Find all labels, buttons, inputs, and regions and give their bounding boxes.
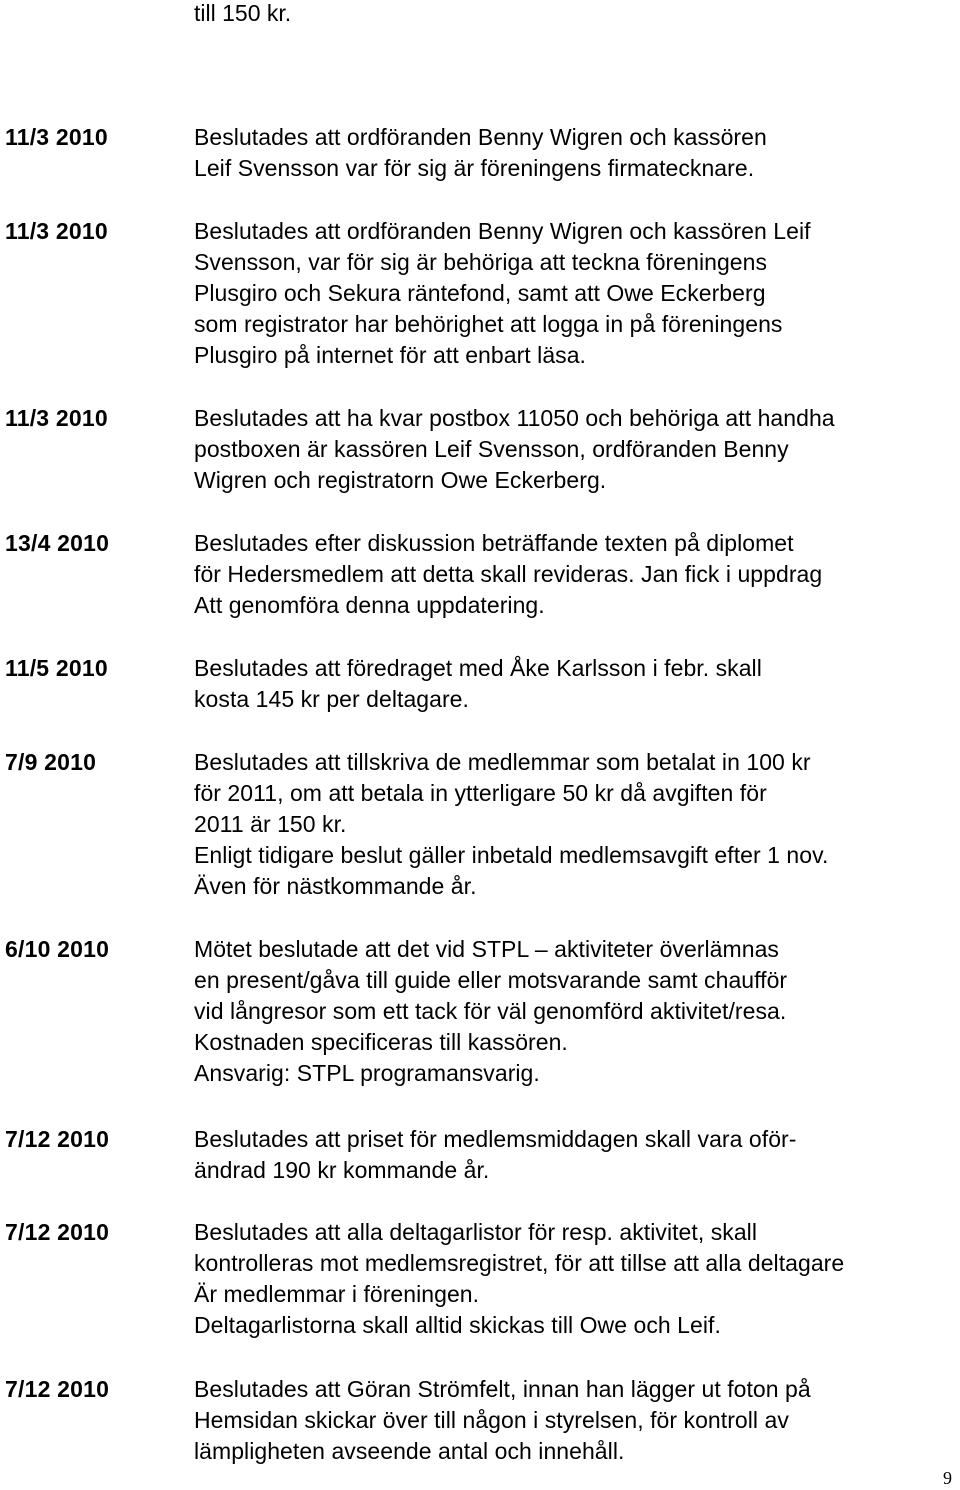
entry-text-line: Beslutades att alla deltagarlistor för resp. aktivitet, skall (194, 1219, 757, 1245)
entry-text-line: för 2011, om att betala in ytterligare 50 kr då avgiften för (194, 780, 767, 806)
entry-date: 7/12 2010 (5, 1126, 110, 1152)
entry-date: 7/12 2010 (5, 1376, 110, 1402)
entry-text-line: Enligt tidigare beslut gäller inbetald medlemsavgift efter 1 nov. (194, 842, 829, 868)
entry-text-line: kontrolleras mot medlemsregistret, för att tillse att alla deltagare (194, 1250, 845, 1276)
entry-text-line: Beslutades att föredraget med Åke Karlsson i febr. skall (194, 655, 762, 681)
entry-text-line: en present/gåva till guide eller motsvarande samt chaufför (194, 967, 788, 993)
entry-text-line: Beslutades efter diskussion beträffande texten på diplomet (194, 530, 794, 556)
entry-text-line: Beslutades att ordföranden Benny Wigren och kassören Leif (194, 218, 811, 244)
entry-text-line: Är medlemmar i föreningen. (194, 1281, 480, 1307)
entry-text-line: Att genomföra denna uppdatering. (194, 592, 545, 618)
entry-text-line: Plusgiro på internet för att enbart läsa. (194, 342, 586, 368)
entry-text-line: Beslutades att ha kvar postbox 11050 och behöriga att handha (194, 405, 835, 431)
entry-text-line: Hemsidan skickar över till någon i styrelsen, för kontroll av (194, 1407, 789, 1433)
entry-date: 11/5 2010 (5, 655, 108, 681)
entry-text-line: kosta 145 kr per deltagare. (194, 686, 469, 712)
entry-text-line: Deltagarlistorna skall alltid skickas till Owe och Leif. (194, 1312, 721, 1338)
entry-text-line: 2011 är 150 kr. (194, 811, 347, 837)
entry-text-line: som registrator har behörighet att logga in på föreningens (194, 311, 783, 337)
entry-date: 11/3 2010 (5, 124, 108, 150)
entry-date: 6/10 2010 (5, 936, 110, 962)
entry-text-line: Beslutades att priset för medlemsmiddagen skall vara oför- (194, 1126, 797, 1152)
entry-text-line: Ansvarig: STPL programansvarig. (194, 1060, 540, 1086)
entry-text-line: Beslutades att tillskriva de medlemmar som betalat in 100 kr (194, 749, 811, 775)
entry-text-line: lämpligheten avseende antal och innehåll. (194, 1438, 625, 1464)
entry-text-line: postboxen är kassören Leif Svensson, ordföranden Benny (194, 436, 789, 462)
entry-text-line: Mötet beslutade att det vid STPL – aktiviteter överlämnas (194, 936, 779, 962)
entry-text-line: ändrad 190 kr kommande år. (194, 1157, 490, 1183)
page-number: 9 (943, 1468, 952, 1488)
entry-text-line: Även för nästkommande år. (194, 873, 477, 899)
entry-text-line: Beslutades att Göran Strömfelt, innan han lägger ut foton på (194, 1376, 811, 1402)
entry-date: 13/4 2010 (5, 530, 110, 556)
entry-text-line: Leif Svensson var för sig är föreningens firmatecknare. (194, 155, 755, 181)
entry-date: 7/9 2010 (5, 749, 97, 775)
entry-date: 11/3 2010 (5, 405, 108, 431)
entry-text-line: Kostnaden specificeras till kassören. (194, 1029, 568, 1055)
continuation-line: till 150 kr. (194, 0, 292, 26)
entry-text-line: Beslutades att ordföranden Benny Wigren och kassören (194, 124, 767, 150)
entry-text-line: vid långresor som ett tack för väl genomförd aktivitet/resa. (194, 998, 787, 1024)
entry-text-line: Svensson, var för sig är behöriga att teckna föreningens (194, 249, 768, 275)
entry-date: 7/12 2010 (5, 1219, 110, 1245)
entry-text-line: för Hedersmedlem att detta skall revideras. Jan fick i uppdrag (194, 561, 823, 587)
entry-text-line: Wigren och registratorn Owe Eckerberg. (194, 467, 607, 493)
entry-text-line: Plusgiro och Sekura räntefond, samt att Owe Eckerberg (194, 280, 766, 306)
entry-date: 11/3 2010 (5, 218, 108, 244)
